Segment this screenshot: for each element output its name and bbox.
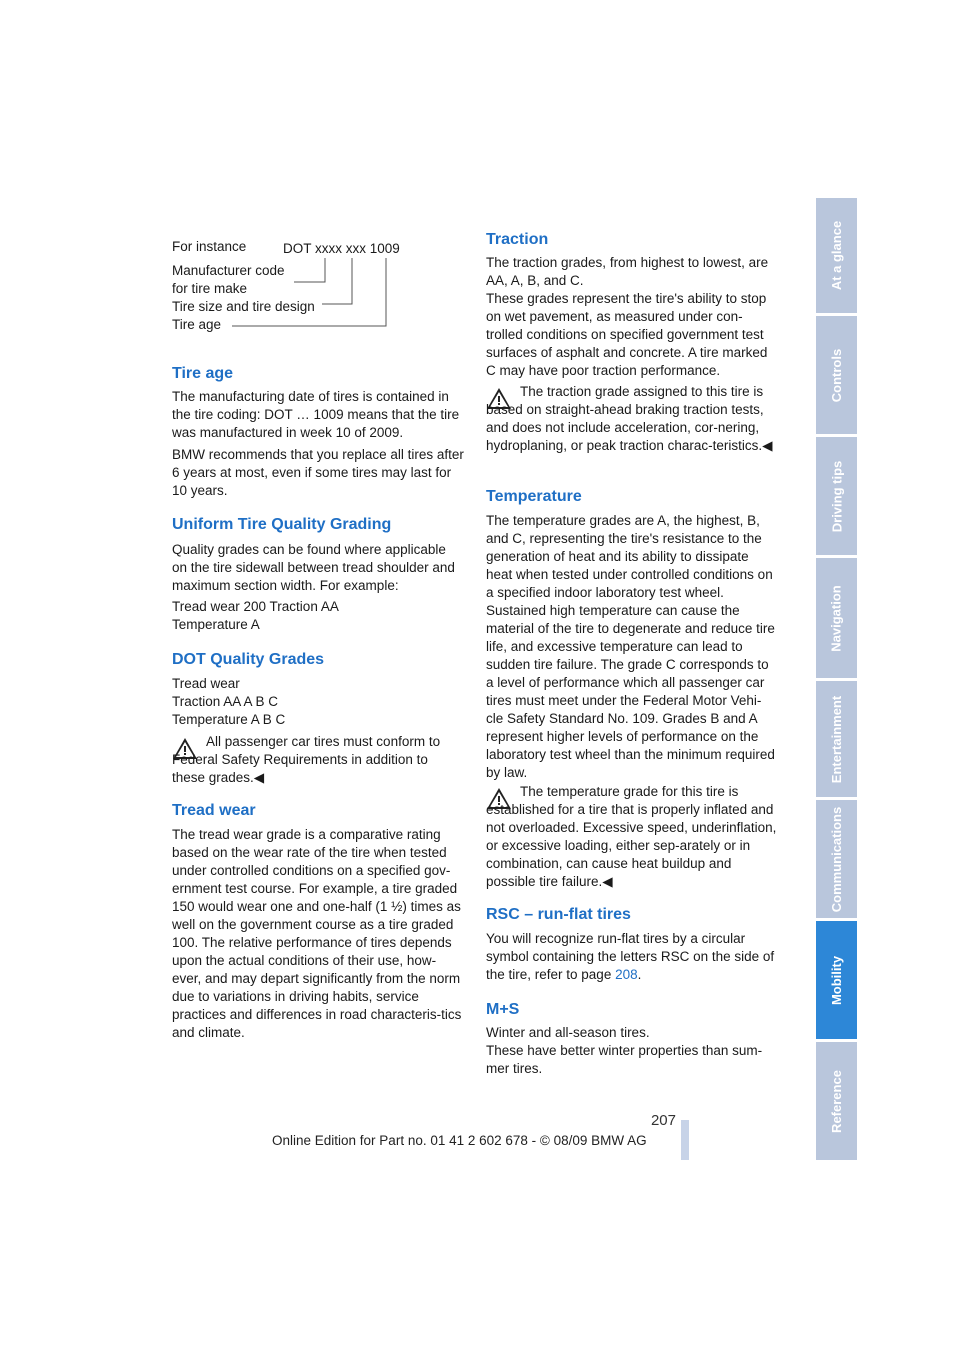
diagram-for-instance: For instance (172, 239, 247, 254)
tab-mobility[interactable] (816, 921, 857, 1039)
heading-tire-age: Tire age (172, 365, 234, 382)
heading-m-s: M+S (486, 1001, 520, 1018)
tab-label: Entertainment (829, 695, 844, 783)
traction-warning-text: The traction grade assigned to this tire is based on straight-ahead braking traction tests, and does not include acceleration, cor-nering, hydroplaning, or peak traction charac-teristics.◀ (486, 384, 773, 453)
rsc-end: . (637, 967, 642, 982)
utqg-paragraph: Quality grades can be found where applicable on the tire sidewall between tread shoulder and maximum section width. For example: (172, 542, 455, 593)
tire-age-paragraph-1: The manufacturing date of tires is contained in the tire coding: DOT … 1009 means that the tire was manufactured in week 10 of 2009. (172, 389, 460, 440)
temperature-warning (486, 783, 778, 891)
utqg-example-1: Tread wear 200 Traction AA (172, 599, 339, 614)
utqg-example-2: Temperature A (172, 617, 260, 632)
tab-label: Navigation (829, 584, 844, 652)
tab-driving-tips[interactable] (816, 437, 857, 555)
tab-label: Controls (829, 348, 845, 402)
tab-at-a-glance[interactable] (816, 198, 857, 313)
dot-warning-text: All passenger car tires must conform to Federal Safety Requirements in addition to these grades.◀ (172, 734, 441, 785)
traction-paragraph-2: These grades represent the tire's ability to stop on wet pavement, as measured under con-trolled conditions on specified government test surfaces of asphalt and concrete. A tire marked C may have poor traction performance. (486, 291, 768, 378)
dot-line-3: Temperature A B C (172, 712, 286, 727)
chapter-sidebar (816, 198, 857, 1160)
tab-navigation[interactable] (816, 558, 857, 678)
tab-label: Reference (829, 1069, 844, 1133)
heading-traction: Traction (486, 231, 549, 248)
tab-entertainment[interactable] (816, 681, 857, 797)
footer-edition: Online Edition for Part no. 01 41 2 602 678 - © 08/09 BMW AG (272, 1133, 647, 1148)
rsc-text: You will recognize run-flat tires by a circular symbol containing the letters RSC on the side of the tire, refer to page (486, 931, 775, 982)
rsc-paragraph (486, 930, 778, 984)
heading-utqg: Uniform Tire Quality Grading (172, 516, 392, 533)
tab-label: Mobility (829, 955, 845, 1005)
ms-paragraph-2: These have better winter properties than sum-mer tires. (486, 1043, 763, 1076)
page-link-208[interactable]: 208 (615, 967, 638, 982)
heading-rsc: RSC – run-flat tires (486, 906, 631, 923)
diagram-dot-code: DOT xxxx xxx 1009 (283, 241, 400, 256)
diagram-manufacturer-code: Manufacturer code (172, 263, 285, 278)
heading-tread-wear: Tread wear (172, 802, 256, 819)
dot-line-2: Traction AA A B C (172, 694, 279, 709)
tab-communications[interactable] (816, 800, 857, 918)
tab-controls[interactable] (816, 316, 857, 434)
page-number: 207 (650, 1112, 676, 1129)
tire-age-paragraph-2: BMW recommends that you replace all tires after 6 years at most, even if some tires may last for 10 years. (172, 447, 464, 498)
traction-warning (486, 383, 778, 455)
temperature-paragraph: The temperature grades are A, the highest, B, and C, representing the tire's resistance to the generation of heat and its ability to dissipate heat when tested under controlled conditions on a specified indoor laboratory test wheel. Sustained high temperature can cause the material of the tire to degenerate and reduce tire life, and excessive temperature can lead to sudden tire failure. The grade C corresponds to a level of performance which all passenger car tires must meet under the Federal Motor Vehi-cle Safety Standard No. 109. Grades B and A represent higher levels of performance on the laboratory test wheel than the minimum required by law. (486, 513, 775, 780)
diagram-manufacturer-code-2: for tire make (172, 281, 248, 296)
ms-paragraph-1: Winter and all-season tires. (486, 1025, 650, 1040)
dot-warning (172, 733, 464, 787)
tab-label: Communications (829, 806, 844, 912)
tab-label: At a glance (829, 220, 845, 291)
diagram-tire-size: Tire size and tire design (172, 299, 315, 314)
temperature-warning-text: The temperature grade for this tire is established for a tire that is properly inflated and not overloaded. Excessive speed, underinflation, or excessive loading, either sep-arately or in combination, can cause heat buildup and possible tire failure.◀ (486, 784, 777, 889)
dot-line-1: Tread wear (172, 676, 240, 691)
heading-dot-grades: DOT Quality Grades (172, 651, 325, 668)
traction-paragraph-1: The traction grades, from highest to lowest, are AA, A, B, and C. (486, 255, 769, 288)
tread-wear-paragraph: The tread wear grade is a comparative rating based on the wear rate of the tire when tested under controlled conditions on a specified gov-ernment test course. For example, a tire graded 150 would wear one and one-half (1 ½) times as well on the government course as a tire graded 100. The relative performance of tires depends upon the actual conditions of their use, how-ever, and may depart significantly from the norm due to variations in driving habits, service practices and differences in road characteris-tics and climate. (172, 827, 462, 1040)
tab-reference[interactable] (816, 1042, 857, 1160)
diagram-tire-age: Tire age (172, 317, 222, 332)
heading-temperature: Temperature (486, 488, 582, 505)
tab-label: Driving tips (829, 460, 845, 532)
dot-code-diagram (172, 238, 472, 338)
